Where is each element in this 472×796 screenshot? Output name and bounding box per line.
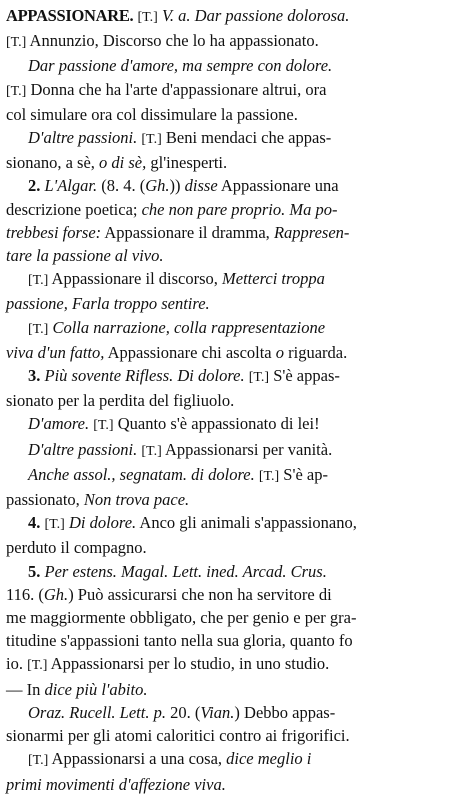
text-segment: 3. bbox=[28, 366, 41, 386]
text-segment: o bbox=[275, 342, 285, 362]
text-segment: Appassionare chi ascolta bbox=[104, 342, 276, 362]
entry-line bbox=[6, 773, 466, 796]
text-segment: Colla narrazione, colla rappresentazione bbox=[52, 317, 326, 337]
entry-line bbox=[6, 560, 466, 583]
entry-line bbox=[6, 244, 466, 267]
source-tag: [T.] bbox=[6, 35, 27, 51]
entry-line bbox=[6, 652, 466, 677]
entry-line bbox=[6, 221, 466, 244]
text-segment: )) bbox=[169, 176, 185, 196]
text-segment: trebbesi forse: bbox=[6, 222, 102, 242]
source-tag: [T.] bbox=[248, 370, 270, 386]
entry-line bbox=[6, 316, 466, 341]
text-segment: Di dolore. bbox=[68, 513, 137, 533]
entry-line bbox=[6, 463, 466, 488]
text-segment: D'amore. bbox=[28, 414, 90, 434]
text-segment: Annunzio, Discorso che lo ha appassionato. bbox=[26, 31, 319, 51]
entry-line bbox=[6, 292, 466, 315]
entry-line bbox=[6, 174, 466, 197]
source-tag: [T.] bbox=[137, 10, 158, 25]
text-segment: ) Debbo appas- bbox=[234, 702, 336, 722]
source-tag: [T.] bbox=[141, 132, 162, 148]
source-tag: [T.] bbox=[6, 83, 27, 99]
text-segment: Più sovente Rifless. Di dolore. bbox=[44, 366, 245, 386]
entry-line bbox=[6, 583, 466, 606]
text-segment: Metterci troppa bbox=[222, 269, 325, 289]
text-segment: 4. bbox=[28, 513, 41, 533]
text-segment: Gh. bbox=[145, 176, 170, 196]
entry-line bbox=[6, 678, 466, 701]
source-tag: [T.] bbox=[258, 468, 280, 484]
text-segment: 2. bbox=[28, 176, 41, 196]
text-segment: Dar passione d'amore, ma sempre con dolore. bbox=[28, 56, 333, 76]
text-segment: disse bbox=[184, 176, 218, 196]
entry-line bbox=[6, 198, 466, 221]
text-segment: titudine s'appassioni tanto nella sua gloria, quanto fo bbox=[6, 631, 353, 651]
entry-line bbox=[6, 29, 466, 54]
source-tag: [T.] bbox=[27, 658, 48, 674]
entry-line bbox=[6, 103, 466, 126]
text-segment: tare la passione al vivo. bbox=[6, 246, 164, 266]
source-tag: [T.] bbox=[93, 418, 114, 434]
headword: APPASSIONARE. bbox=[6, 6, 134, 25]
entry-line bbox=[6, 151, 466, 174]
text-segment: sionano, a sè, bbox=[6, 153, 100, 173]
text-segment: riguarda. bbox=[284, 342, 348, 362]
text-segment: primi movimenti d'affezione viva. bbox=[6, 774, 226, 794]
text-segment: Appassionare il dramma, bbox=[101, 222, 274, 242]
text-segment: Appassionarsi per lo studio, in uno studio. bbox=[47, 654, 330, 674]
text-segment: o di sè, bbox=[99, 153, 147, 173]
entry-line bbox=[6, 78, 466, 103]
entry-line bbox=[6, 724, 466, 747]
text-segment: Vian. bbox=[200, 702, 235, 722]
entry-line bbox=[6, 606, 466, 629]
entry-line bbox=[6, 364, 466, 389]
text-segment: — In bbox=[6, 679, 45, 699]
entry-line bbox=[6, 629, 466, 652]
entry-line bbox=[6, 126, 466, 151]
text-segment: viva d'un fatto, bbox=[6, 342, 105, 362]
text-segment: Quanto s'è appassionato di lei! bbox=[113, 414, 320, 434]
text-segment: dice più l'abito. bbox=[44, 679, 148, 699]
text-segment: sionato per la perdita del figliuolo. bbox=[6, 391, 235, 411]
text-segment: col simulare ora col dissimulare la passione. bbox=[6, 104, 298, 124]
source-tag: [T.] bbox=[28, 321, 49, 337]
source-tag: [T.] bbox=[44, 517, 65, 533]
text-segment: D'altre passioni. bbox=[28, 128, 138, 148]
text-segment: Appassionare una bbox=[217, 176, 339, 196]
text-segment: Anche assol., segnatam. di dolore. bbox=[28, 464, 255, 484]
text-segment: S'è appas- bbox=[269, 366, 340, 386]
text-segment: io. bbox=[6, 654, 28, 674]
entry-line bbox=[6, 747, 466, 772]
entry-line bbox=[6, 389, 466, 412]
text-segment: descrizione poetica; bbox=[6, 199, 142, 219]
text-segment: me maggiormente obbligato, che per genio e per gra- bbox=[6, 608, 357, 628]
text-segment: Appassionarsi per vanità. bbox=[161, 439, 333, 459]
entry-line bbox=[6, 536, 466, 559]
text-segment: ) Può assicurarsi che non ha servitore di bbox=[68, 584, 332, 604]
text-segment: 20. ( bbox=[165, 702, 201, 722]
text-segment: Anco gli animali s'appassionano, bbox=[136, 513, 357, 533]
text-segment: (8. 4. ( bbox=[97, 176, 146, 196]
text-segment: 116. ( bbox=[6, 584, 44, 604]
entry-line bbox=[6, 438, 466, 463]
text-segment: perduto il compagno. bbox=[6, 538, 147, 558]
text-segment: gl'inesperti. bbox=[146, 153, 228, 173]
text-segment: 5. bbox=[28, 561, 41, 581]
text-segment: che non pare proprio. Ma po- bbox=[141, 199, 338, 219]
text-segment: D'altre passioni. bbox=[28, 439, 138, 459]
entry-line bbox=[6, 267, 466, 292]
text-segment: Non trova pace. bbox=[83, 490, 190, 510]
source-tag: [T.] bbox=[28, 753, 49, 769]
text-segment: Per estens. Magal. Lett. ined. Arcad. Crus. bbox=[44, 561, 327, 581]
text-segment: Oraz. Rucell. Lett. p. bbox=[28, 702, 166, 722]
text-segment: dice meglio i bbox=[226, 749, 312, 769]
text-segment: S'è ap- bbox=[279, 464, 328, 484]
text-segment: Appassionarsi a una cosa, bbox=[48, 749, 227, 769]
text-segment: Appassionare il discorso, bbox=[48, 269, 223, 289]
source-tag: [T.] bbox=[141, 443, 162, 459]
entry-line bbox=[6, 511, 466, 536]
entry-line bbox=[6, 701, 466, 724]
entry-line bbox=[6, 412, 466, 437]
text-segment: passionato, bbox=[6, 490, 84, 510]
entry-line bbox=[6, 4, 466, 29]
entry-line bbox=[6, 341, 466, 364]
entry-line bbox=[6, 54, 466, 77]
entry-line bbox=[6, 488, 466, 511]
source-tag: [T.] bbox=[28, 273, 49, 289]
text-segment: Rappresen- bbox=[273, 222, 350, 242]
text-segment: L'Algar. bbox=[44, 176, 98, 196]
text-segment: sionarmi per gli atomi caloritici contro ai frigorifici. bbox=[6, 726, 350, 746]
text-segment: Beni mendaci che appas- bbox=[161, 128, 332, 148]
text-segment: passione, Farla troppo sentire. bbox=[6, 294, 210, 314]
text-segment: V. a. Dar passione dolorosa. bbox=[161, 6, 350, 25]
text-segment: Donna che ha l'arte d'appassionare altrui, ora bbox=[26, 79, 327, 99]
text-segment: Gh. bbox=[43, 584, 69, 604]
